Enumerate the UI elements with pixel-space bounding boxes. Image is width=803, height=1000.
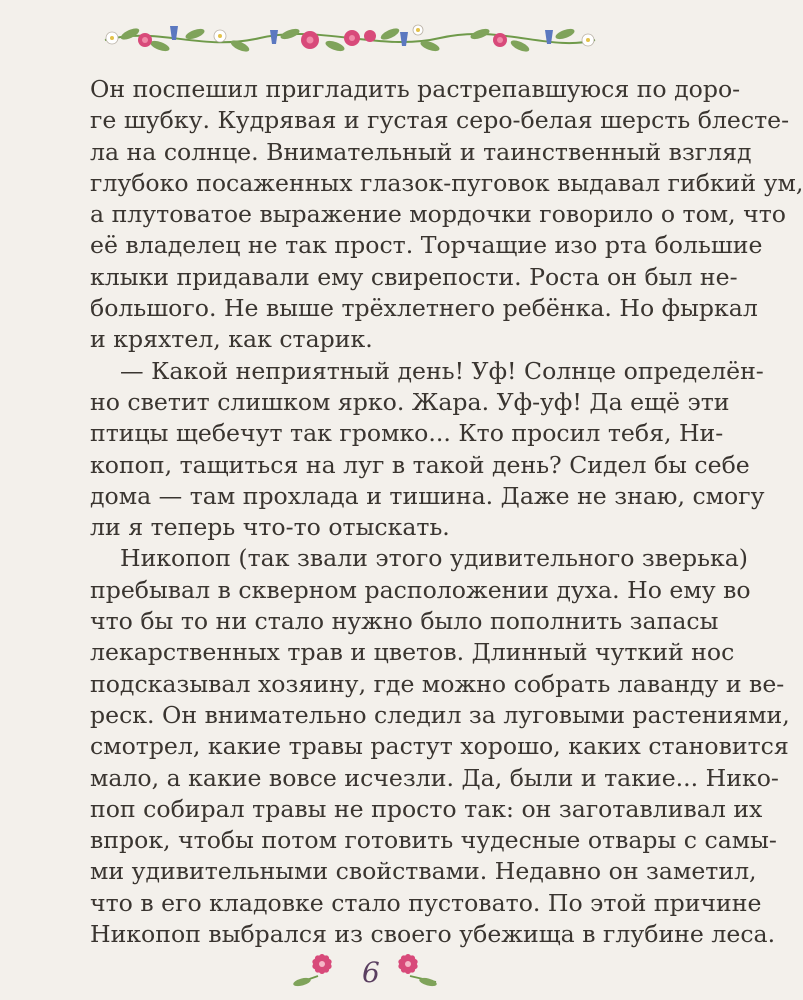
text-line: поп собирал травы не просто так: он заготавливал их xyxy=(90,794,763,823)
text-line: а плутоватое выражение мордочки говорило о том, что xyxy=(90,200,787,229)
text-line: Он поспешил пригладить растрепавшуюся по доро- xyxy=(90,75,741,103)
text-line: глубоко посаженных глазок-пуговок выдавал гибкий ум, xyxy=(90,168,803,197)
text-line: подсказывал хозяину, где можно собрать лаванду и ве- xyxy=(90,669,785,698)
text-line: реск. Он внимательно следил за луговыми растениями, xyxy=(90,700,790,729)
text-line: смотрел, какие травы растут хорошо, каких становится xyxy=(90,732,789,761)
text-line: клыки придавали ему свирепости. Роста он был не- xyxy=(90,262,738,291)
text-line: что бы то ни стало нужно было пополнить запасы xyxy=(90,607,719,636)
text-line: большого. Не выше трёхлетнего ребёнка. Но фыркал xyxy=(90,294,758,323)
text-line: Никопоп (так звали этого удивительного зверька) xyxy=(120,544,749,573)
text-line: и кряхтел, как старик. xyxy=(90,325,373,354)
page-number: 6 xyxy=(362,956,380,989)
text-line: копоп, тащиться на луг в такой день? Сидел бы себе xyxy=(90,450,750,479)
text-line: лекарственных трав и цветов. Длинный чуткий нос xyxy=(90,638,735,667)
text-line: что в его кладовке стало пустовато. По этой причине xyxy=(90,888,762,917)
text-line: птицы щебечут так громко... Кто просил тебя, Ни- xyxy=(90,419,724,448)
text-line: — Какой неприятный день! Уф! Солнце определён- xyxy=(120,356,764,385)
text-line: ла на солнце. Внимательный и таинственный взгляд xyxy=(90,137,752,166)
text-line: но светит слишком ярко. Жара. Уф-уф! Да ещё эти xyxy=(90,387,730,416)
floral-border-icon xyxy=(100,16,600,62)
text-line: дома — там прохлада и тишина. Даже не знаю, смогу xyxy=(90,481,765,510)
text-line: впрок, чтобы потом готовить чудесные отвары с самы- xyxy=(90,826,777,855)
text-line: ми удивительными свойствами. Недавно он заметил, xyxy=(90,857,757,886)
story-text xyxy=(90,74,803,950)
text-line: ли я теперь что-то отыскать. xyxy=(90,513,450,542)
text-line: мало, а какие вовсе исчезли. Да, были и такие... Нико- xyxy=(90,763,779,792)
text-line: ге шубку. Кудрявая и густая серо-белая шерсть блесте- xyxy=(90,106,790,135)
text-line: её владелец не так прост. Торчащие изо рта большие xyxy=(90,231,763,260)
text-line: Никопоп выбрался из своего убежища в глубине леса. xyxy=(90,920,776,949)
text-line: пребывал в скверном расположении духа. Но ему во xyxy=(90,575,751,604)
